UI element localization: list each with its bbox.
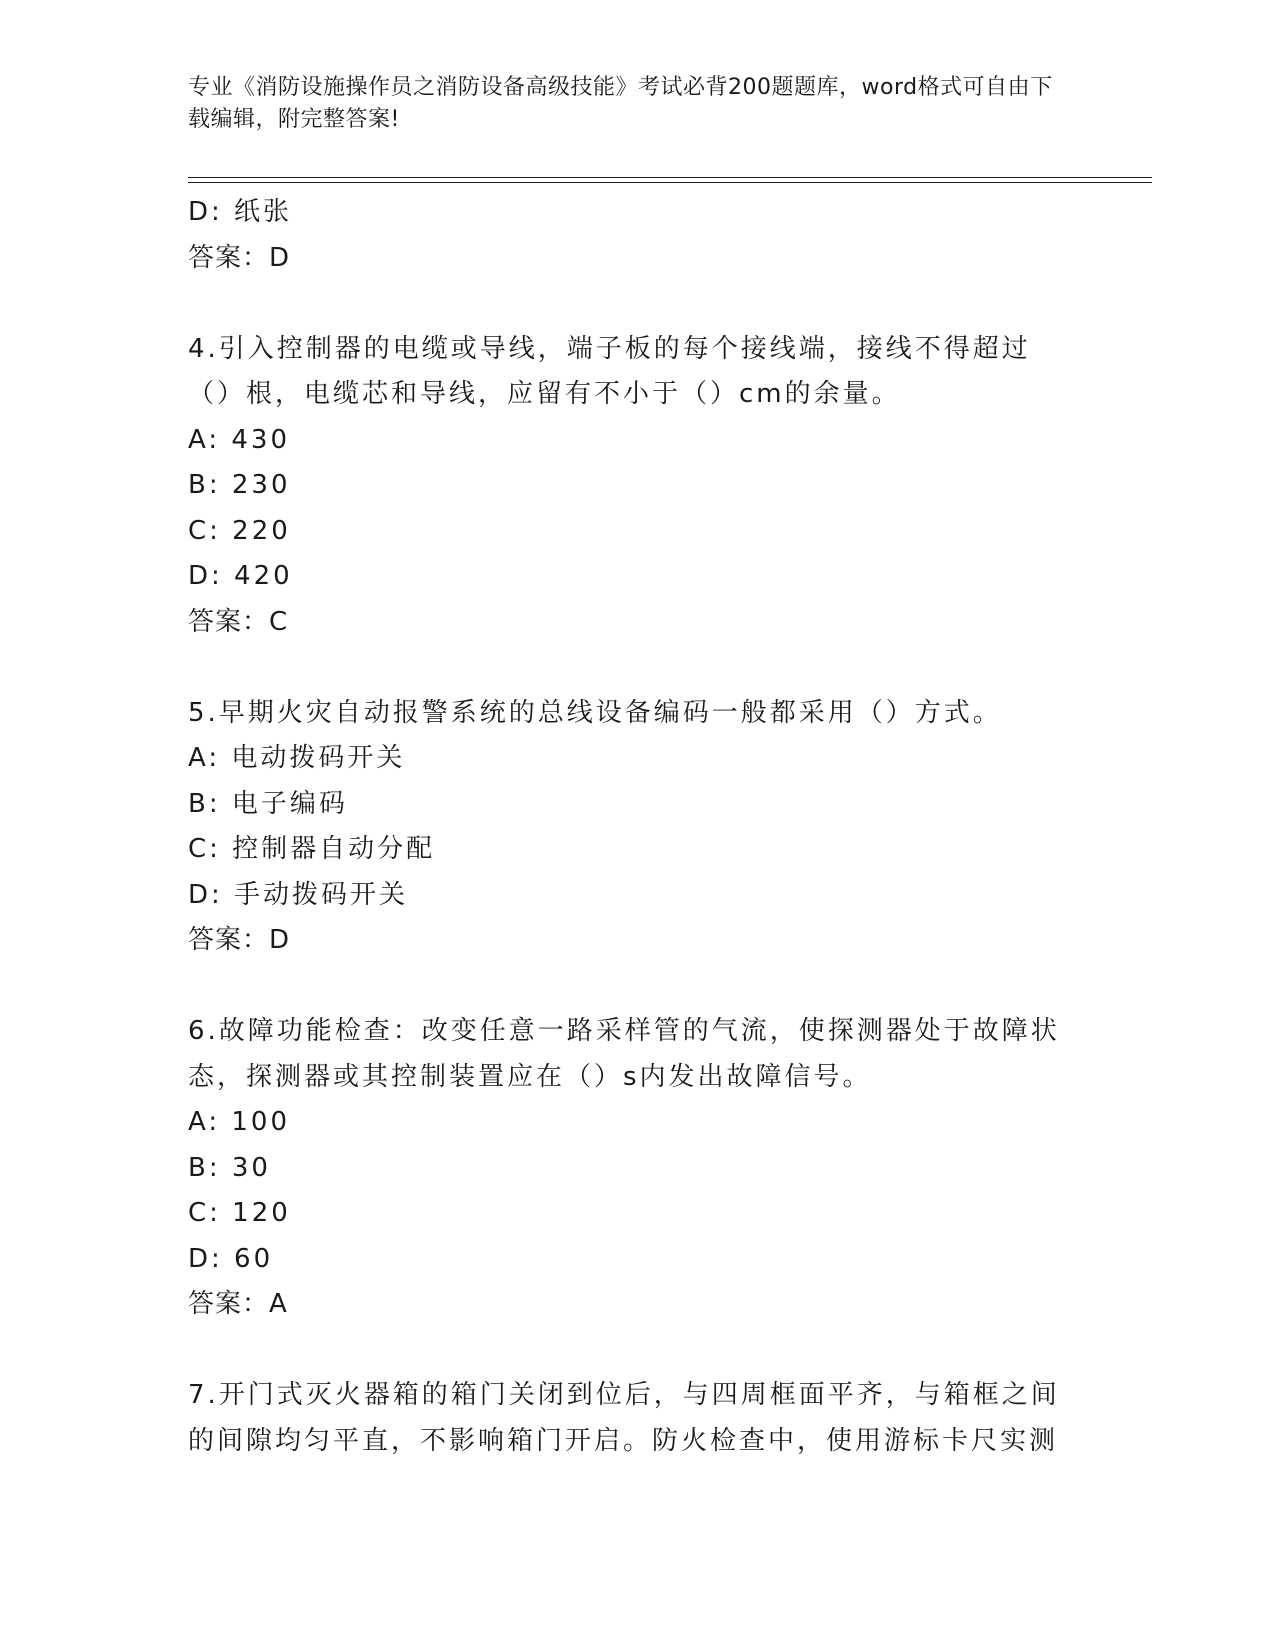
question-7 <box>188 1373 1068 1464</box>
document-header: 专业《消防设施操作员之消防设备高级技能》考试必背200题题库，word格式可自由下载编辑，附完整答案! <box>188 75 1053 132</box>
header-rule-top <box>188 177 1152 178</box>
header-rule-bottom <box>188 182 1152 183</box>
option-d: D: 纸张 <box>188 197 293 227</box>
option-d: D: 60 <box>188 1243 274 1274</box>
option-c: C: 控制器自动分配 <box>188 834 436 864</box>
question-stem: 5.早期火灾自动报警系统的总线设备编码一般都采用（）方式。 <box>188 697 1002 728</box>
option-d: D: 420 <box>188 561 293 591</box>
option-b: B: 230 <box>188 470 291 500</box>
option-c: C: 220 <box>188 515 291 546</box>
answer: 答案：D <box>188 242 291 273</box>
question-stem: 4.引入控制器的电缆或导线，端子板的每个接线端，接线不得超过（）根，电缆芯和导线，应留有不小于（）cm的余量。 <box>188 333 1031 409</box>
answer: 答案：C <box>188 606 289 637</box>
question-stem: 6.故障功能检查：改变任意一路采样管的气流，使探测器处于故障状态，探测器或其控制装置应在（）s内发出故障信号。 <box>188 1016 1060 1092</box>
option-a: A: 430 <box>188 424 290 455</box>
answer: 答案：A <box>188 1289 288 1319</box>
option-d: D: 手动拨码开关 <box>188 879 409 910</box>
option-b: B: 30 <box>188 1152 271 1183</box>
option-c: C: 120 <box>188 1198 291 1228</box>
question-6 <box>188 1009 1068 1328</box>
option-a: A: 100 <box>188 1107 290 1137</box>
option-b: B: 电子编码 <box>188 788 348 819</box>
question-4 <box>188 327 1068 646</box>
question-5 <box>188 691 1068 964</box>
option-a: A: 电动拨码开关 <box>188 743 406 773</box>
document-body <box>188 190 1068 1464</box>
answer: 答案：D <box>188 925 291 955</box>
question-stem: 7.开门式灭火器箱的箱门关闭到位后，与四周框面平齐，与箱框之间的间隙均匀平直，不影响箱门开启。防火检查中，使用游标卡尺实测 <box>188 1380 1060 1456</box>
